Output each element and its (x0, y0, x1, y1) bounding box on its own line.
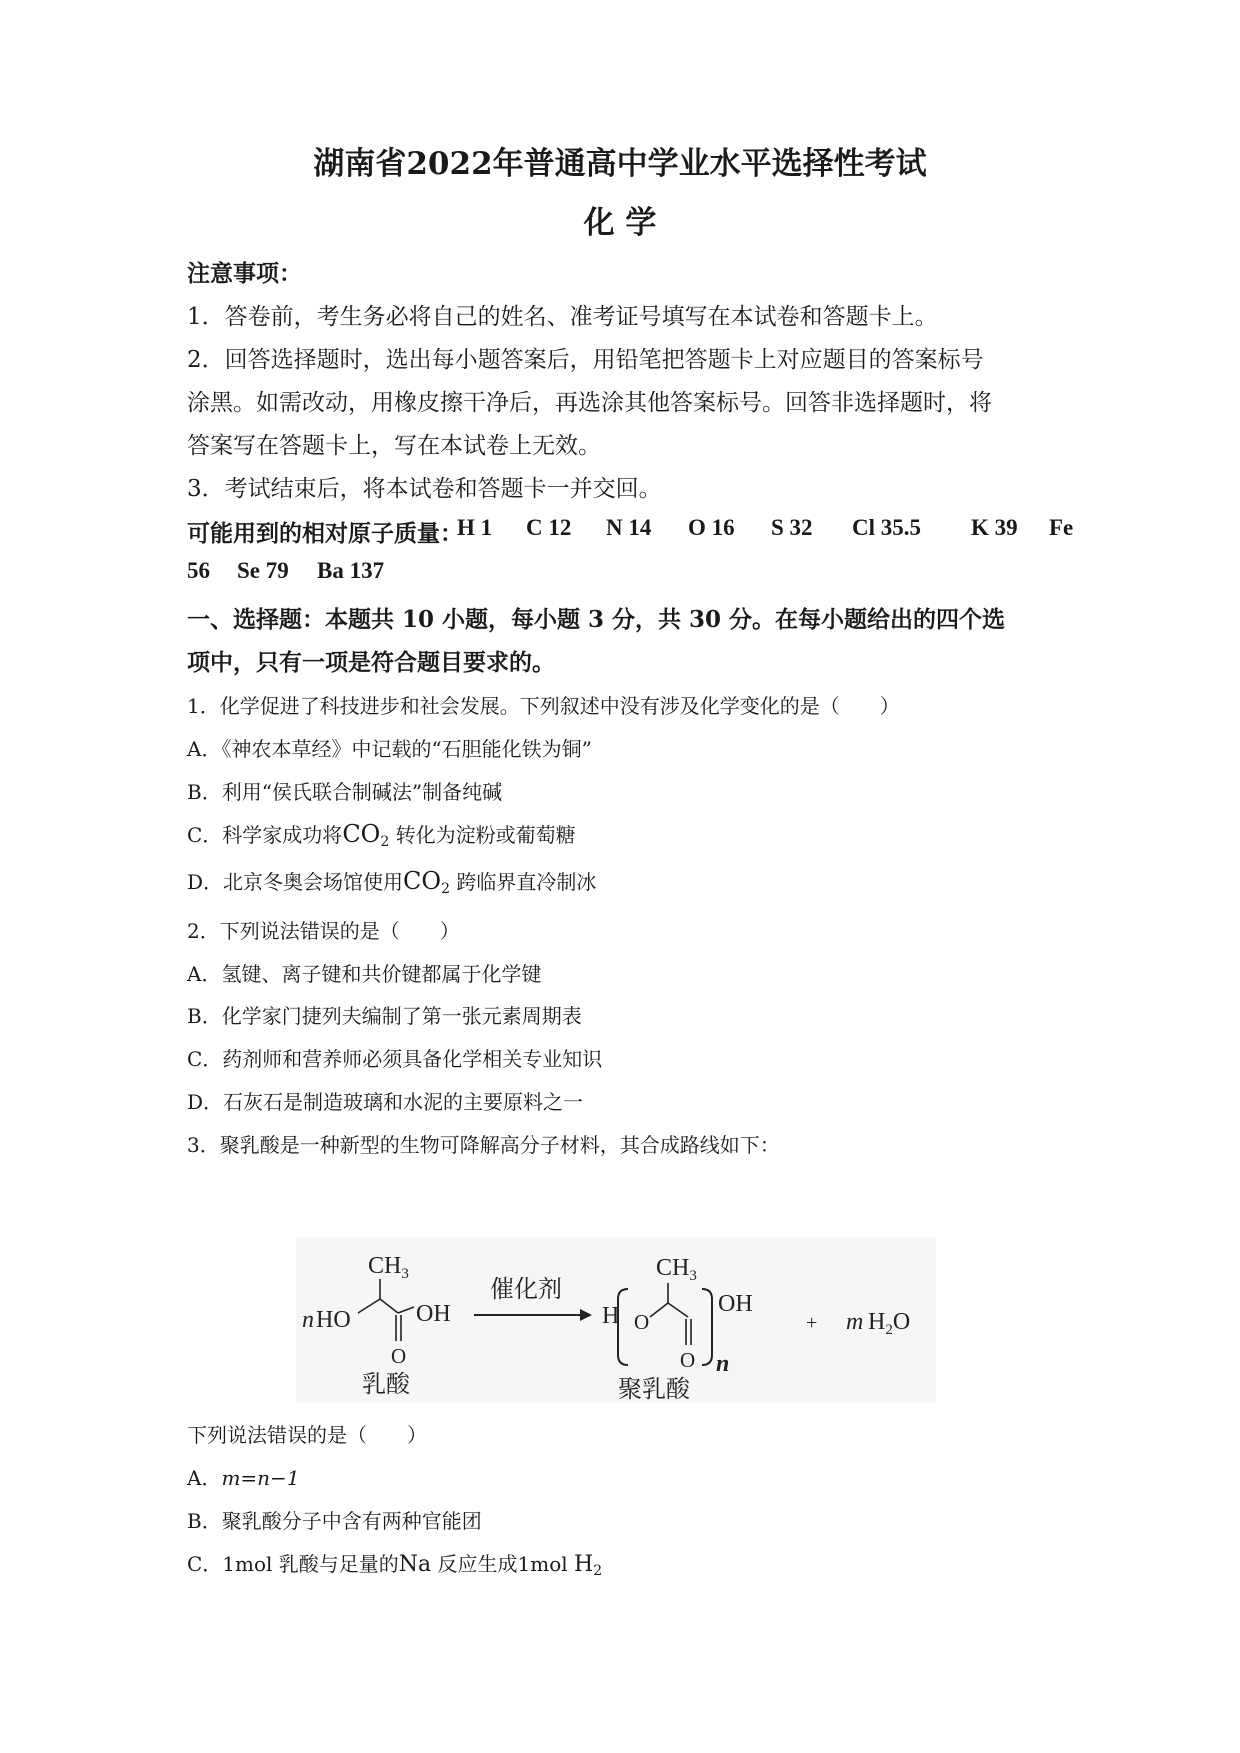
q3-option-c (187, 1548, 602, 1579)
product-oh: OH (718, 1291, 753, 1317)
hydrogen-formula: H (574, 1552, 594, 1577)
reactant-oh: OH (416, 1301, 451, 1327)
lactic-acid-label: 乳酸 (362, 1372, 410, 1398)
q1-option-a: A．《神农本草经》中记载的“石胆能化铁为铜” (187, 737, 592, 761)
mass-fe: Fe (1049, 515, 1074, 540)
q3-option-c-mid: 反应生成1mol (437, 1552, 568, 1576)
q1-option-b: B．利用“侯氏联合制碱法”制备纯碱 (187, 780, 503, 804)
q3-stem: 3．聚乳酸是一种新型的生物可降解高分子材料，其合成路线如下： (187, 1133, 780, 1157)
q2-option-a: A．氢键、离子键和共价键都属于化学键 (187, 962, 542, 986)
q2-option-c: C．药剂师和营养师必须具备化学相关专业知识 (187, 1047, 603, 1071)
q1-option-c-post: 转化为淀粉或葡萄糖 (395, 823, 576, 847)
hydrogen-subscript: 2 (593, 1563, 603, 1580)
plus-sign: + (806, 1312, 818, 1334)
mass-c: C 12 (526, 515, 572, 540)
q3-sub-stem: 下列说法错误的是（ ） (187, 1423, 427, 1447)
mass-n: N 14 (606, 515, 652, 540)
note-item-2-cont2: 答案写在答题卡上，写在本试卷上无效。 (187, 433, 601, 459)
water-coefficient: m (846, 1309, 864, 1335)
atomic-mass-row-1 (187, 515, 1074, 546)
exam-title: 湖南省2022年普通高中学业水平选择性考试 (313, 146, 927, 182)
reactant-carbonyl-o: O (391, 1344, 407, 1368)
co2-subscript: 2 (380, 834, 390, 851)
mass-h: H 1 (457, 515, 493, 540)
product-ether-o: O (634, 1310, 650, 1334)
mass-se: Se 79 (237, 558, 289, 583)
q3-option-c-pre: C．1mol 乳酸与足量的 (187, 1552, 399, 1576)
notes-heading: 注意事项： (187, 260, 302, 287)
q1-option-d-pre: D．北京冬奥会场馆使用 (187, 870, 404, 894)
q2-option-d: D．石灰石是制造玻璃和水泥的主要原料之一 (187, 1090, 584, 1114)
q1-option-d (187, 866, 596, 897)
note-item-1: 1．答卷前，考生务必将自己的姓名、准考证号填写在本试卷和答题卡上。 (187, 304, 938, 330)
q2-stem: 2．下列说法错误的是（ ） (187, 919, 460, 943)
note-item-3: 3．考试结束后，将本试卷和答题卡一并交回。 (187, 476, 662, 502)
catalyst-label: 催化剂 (490, 1277, 562, 1303)
q1-option-d-post: 跨临界直冷制冰 (456, 870, 597, 894)
note-item-2: 2．回答选择题时，选出每小题答案后，用铅笔把答题卡上对应题目的答案标号 (187, 347, 984, 373)
subject-title: 化 学 (583, 205, 657, 241)
mass-cl: Cl 35.5 (852, 515, 921, 540)
q2-option-b: B．化学家门捷列夫编制了第一张元素周期表 (187, 1004, 582, 1028)
reactant-coefficient: n (302, 1307, 314, 1333)
reactant-ch3: $CH_3$ (368, 1253, 409, 1282)
product-ch3: $CH_3$ (656, 1255, 697, 1284)
co2-formula: CO (403, 867, 442, 895)
mass-s: S 32 (771, 515, 813, 540)
note-item-2-cont: 涂黑。如需改动，用橡皮擦干净后，再选涂其他答案标号。回答非选择题时，将 (187, 390, 992, 416)
polylactic-acid-reaction-figure (296, 1237, 936, 1403)
mass-k: K 39 (971, 515, 1018, 540)
co2-formula: CO (342, 820, 381, 848)
water-formula: $H_2O$ (868, 1309, 911, 1338)
q1-option-c-pre: C．科学家成功将 (187, 823, 343, 847)
q1-option-c (187, 819, 576, 850)
reactant-ho: HO (316, 1307, 351, 1333)
atomic-mass-label: 可能用到的相对原子质量： (187, 521, 463, 546)
mass-o: O 16 (688, 515, 735, 540)
section1-heading: 一、选择题：本题共 10 小题，每小题 3 分，共 30 分。在每小题给出的四个选 (187, 606, 1006, 633)
polylactic-acid-label: 聚乳酸 (618, 1377, 690, 1403)
q3-option-a (187, 1462, 300, 1491)
mass-fe-value: 56 (187, 558, 210, 583)
co2-subscript: 2 (441, 881, 451, 898)
q3-option-a-label: A． (187, 1466, 222, 1490)
q3-option-a-expression: m=n−1 (221, 1466, 300, 1490)
q1-stem: 1．化学促进了科技进步和社会发展。下列叙述中没有涉及化学变化的是（ ） (187, 694, 900, 718)
q3-option-b: B．聚乳酸分子中含有两种官能团 (187, 1509, 482, 1533)
mass-ba: Ba 137 (317, 558, 385, 583)
atomic-mass-row-2 (187, 558, 1047, 588)
reaction-scheme (296, 1237, 936, 1403)
sodium-symbol: Na (398, 1552, 432, 1577)
section1-heading-cont: 项中，只有一项是符合题目要求的。 (187, 649, 555, 676)
repeat-unit-n: n (716, 1351, 730, 1377)
product-h: H (602, 1303, 620, 1329)
product-carbonyl-o: O (680, 1348, 696, 1372)
